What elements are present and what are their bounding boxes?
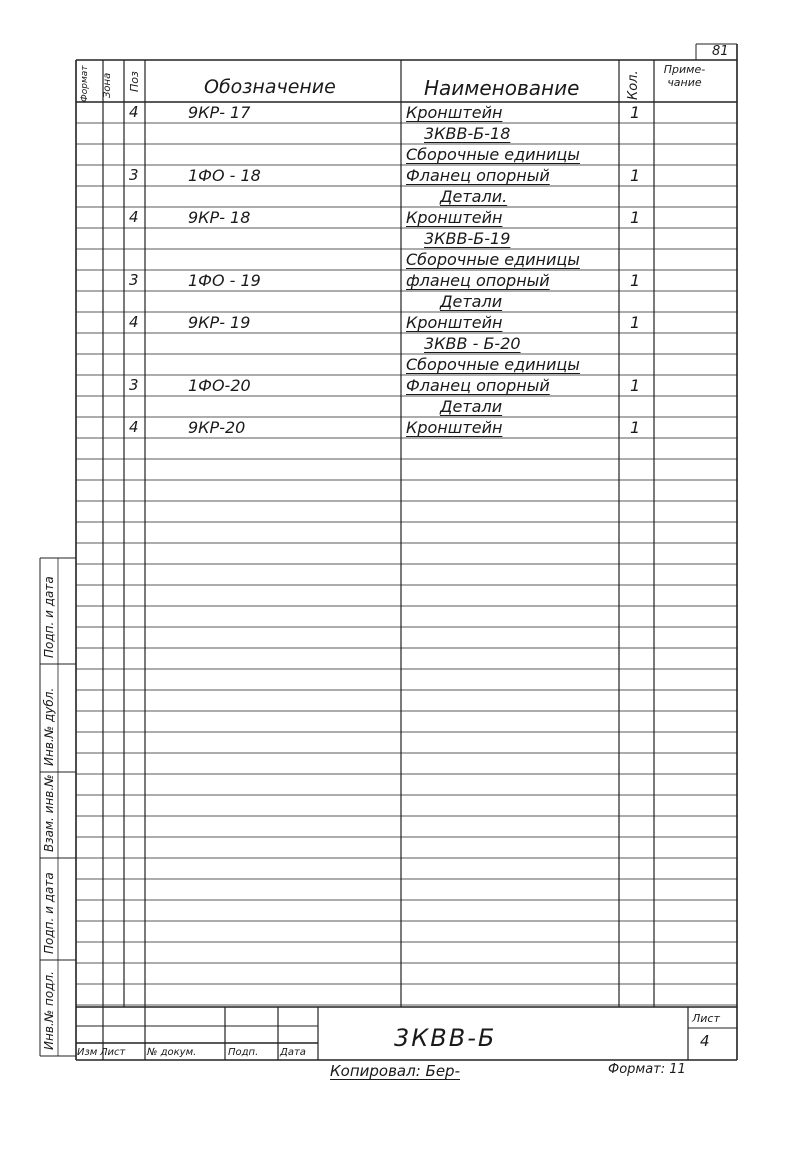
cell-pos: 4 <box>129 418 139 436</box>
header-note: Приме-чание <box>663 63 706 89</box>
cell-qty: 1 <box>630 103 641 122</box>
cell-pos: 3 <box>129 376 139 394</box>
cell-designation: 9КР-20 <box>188 418 246 437</box>
cell-pos: 4 <box>129 208 139 226</box>
side-label: Инв.№ подл. <box>42 971 56 1050</box>
cell-name: фланец опорный <box>406 271 550 290</box>
cell-qty: 1 <box>630 166 641 185</box>
stamp-col-docnum: № докум. <box>147 1047 197 1058</box>
cell-name: Детали <box>440 397 503 416</box>
cell-qty: 1 <box>630 271 641 290</box>
cell-qty: 1 <box>630 376 641 395</box>
cell-name: Сборочные единицы <box>406 145 580 164</box>
cell-designation: 9КР- 18 <box>188 208 251 227</box>
cell-designation: 1ФО - 19 <box>188 271 261 290</box>
cell-name: Сборочные единицы <box>406 250 580 269</box>
side-label: Инв.№ дубл. <box>42 687 56 766</box>
cell-designation: 9КР- 19 <box>188 313 251 332</box>
cell-name: Сборочные единицы <box>406 355 580 374</box>
cell-qty: 1 <box>630 313 641 332</box>
stamp-sheet-value: 4 <box>700 1032 710 1050</box>
cell-designation: 1ФО - 18 <box>188 166 261 185</box>
sheet-number: 81 <box>712 44 729 59</box>
cell-name: Фланец опорный <box>406 166 550 185</box>
footer-copied: Копировал: Бер- <box>330 1062 460 1080</box>
cell-name: Детали. <box>440 187 508 206</box>
stamp-col-sheet: Лист <box>100 1047 126 1058</box>
cell-name: 3КВВ-Б-19 <box>424 229 511 248</box>
cell-name: 3КВВ-Б-18 <box>424 124 511 143</box>
document-code: 3КВВ-Б <box>394 1024 497 1052</box>
side-label: Взам. инв.№ <box>42 774 56 852</box>
cell-pos: 3 <box>129 271 139 289</box>
cell-qty: 1 <box>630 208 641 227</box>
stamp-sheet-label: Лист <box>692 1012 720 1025</box>
cell-name: Кронштейн <box>406 418 503 437</box>
stamp-col-date: Дата <box>280 1047 306 1058</box>
cell-pos: 4 <box>129 313 139 331</box>
side-label: Подп. и дата <box>42 576 56 658</box>
side-label: Подп. и дата <box>42 872 56 954</box>
footer-format: Формат: 11 <box>608 1062 686 1077</box>
stamp-col-sign: Подп. <box>228 1047 259 1058</box>
cell-designation: 9КР- 17 <box>188 103 251 122</box>
cell-pos: 4 <box>129 103 139 121</box>
cell-designation: 1ФО-20 <box>188 376 251 395</box>
cell-qty: 1 <box>630 418 641 437</box>
stamp-col-change: Изм <box>77 1047 98 1058</box>
cell-name: Кронштейн <box>406 208 503 227</box>
cell-name: Детали <box>440 292 503 311</box>
header-format: Формат <box>80 65 90 102</box>
header-designation: Обозначение <box>204 76 336 98</box>
header-zone: Зона <box>102 72 113 98</box>
header-qty: Кол. <box>626 70 641 100</box>
cell-name: 3КВВ - Б-20 <box>424 334 521 353</box>
cell-name: Кронштейн <box>406 313 503 332</box>
cell-name: Кронштейн <box>406 103 503 122</box>
cell-pos: 3 <box>129 166 139 184</box>
cell-name: Фланец опорный <box>406 376 550 395</box>
header-name: Наименование <box>424 76 580 100</box>
header-pos: Поз <box>128 71 141 92</box>
